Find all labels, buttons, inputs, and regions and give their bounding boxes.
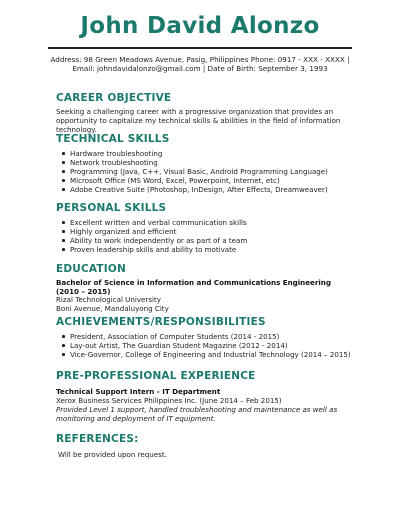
technical-skills-section: [56, 133, 356, 194]
references-heading: REFERENCES:: [56, 433, 139, 445]
list-item: Microsoft Office (MS Word, Excel, Powerpoint, Internet, etc): [65, 176, 356, 185]
references-section: [56, 433, 356, 460]
list-item: Adobe Creative Suite (Photoshop, InDesign, After Effects, Dreamweaver): [65, 185, 356, 194]
personal-skills-section: [56, 202, 356, 254]
career-objective-text: Seeking a challenging career with a progressive organization that provides an opportunity to capitalize my technical skills & abilities in the field of information technology.: [56, 107, 341, 134]
list-item: Highly organized and efficient: [65, 227, 356, 236]
technical-skills-list: [56, 149, 356, 194]
experience-title: Technical Support Intern - IT Department: [56, 387, 221, 396]
education-school: Rizal Technological University: [56, 295, 161, 304]
experience-heading: PRE-PROFESSIONAL EXPERIENCE: [56, 370, 256, 382]
list-item: Network troubleshooting: [65, 158, 356, 167]
education-heading: EDUCATION: [56, 263, 127, 275]
list-item: Vice-Governor, College of Engineering and Industrial Technology (2014 – 2015): [65, 350, 356, 367]
list-item: Excellent written and verbal communication skills: [65, 218, 356, 227]
education-degree: Bachelor of Science in Information and Communications Engineering (2010 – 2015): [56, 278, 331, 296]
header-divider: [48, 47, 352, 49]
list-item: Lay-out Artist, The Guardian Student Magazine (2012 - 2014): [65, 341, 356, 350]
references-text: Will be provided upon request.: [58, 450, 167, 459]
list-item: Ability to work independently or as part of a team: [65, 236, 356, 245]
list-item: Programming (Java, C++, Visual Basic, Android Programming Language): [65, 167, 356, 176]
list-item: Proven leadership skills and ability to motivate: [65, 245, 356, 254]
education-address: Boni Avenue, Mandaluyong City: [56, 303, 169, 313]
career-objective-heading: CAREER OBJECTIVE: [56, 92, 172, 104]
achievements-heading: ACHIEVEMENTS/RESPONSIBILITIES: [56, 316, 266, 328]
technical-skills-heading: TECHNICAL SKILLS: [56, 133, 170, 145]
career-objective-section: [56, 92, 356, 134]
experience-section: [56, 370, 356, 423]
list-item: President, Association of Computer Students (2014 - 2015): [65, 332, 356, 341]
achievements-section: [56, 316, 356, 367]
applicant-name: John David Alonzo: [80, 13, 320, 39]
personal-skills-list: [56, 218, 356, 254]
experience-description: Provided Level 1 support, handled troubleshooting and maintenance as well as monitoring and deployment of IT equipment.: [56, 405, 338, 423]
list-item: Hardware troubleshooting: [65, 149, 356, 158]
achievements-list: [56, 332, 356, 367]
contact-info: Address: 98 Green Meadows Avenue, Pasig, Philippines Phone: 0917 - XXX - XXXX | Email: johndavidalonzo@gmail.com | Date of Birth: September 3, 1993: [50, 55, 350, 73]
education-section: [56, 263, 356, 313]
experience-company: Xerox Business Services Philippines Inc. (June 2014 – Feb 2015): [56, 396, 282, 405]
personal-skills-heading: PERSONAL SKILLS: [56, 202, 167, 214]
